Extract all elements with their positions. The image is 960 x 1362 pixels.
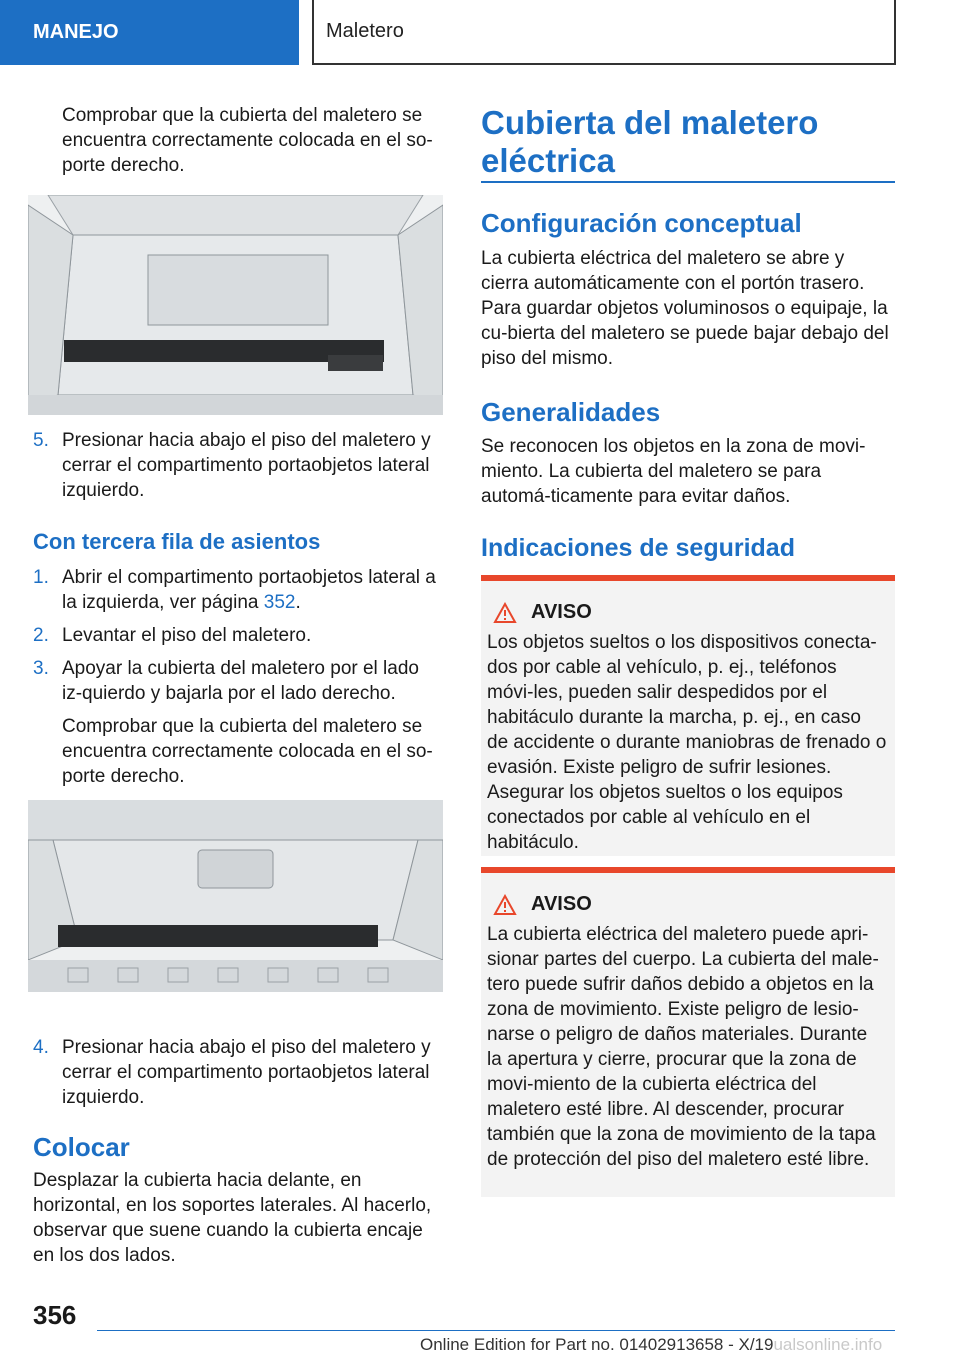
step-number: 4.	[33, 1037, 49, 1058]
third-row-steps	[33, 565, 443, 789]
warning-triangle-icon	[493, 602, 517, 624]
concept-text: La cubierta eléctrica del maletero se abre y cierra automáticamente con el portón trasero. Para guardar objetos voluminosos o equipaje, la cu-bierta del maletero se puede bajar debajo del piso del mismo.	[481, 248, 889, 369]
list-item	[33, 565, 443, 615]
concept-heading: Configuración conceptual	[481, 208, 802, 238]
third-row-heading: Con tercera fila de asientos	[33, 529, 321, 554]
step-5	[33, 428, 443, 503]
list-item	[33, 623, 443, 648]
footer-edition: Online Edition for Part no. 01402913658 - X/19ualsonline.info	[420, 1335, 883, 1354]
warning-box-1	[481, 575, 895, 856]
step-text: Apoyar la cubierta del maletero por el lado iz-quierdo y bajarla por el lado derecho.	[62, 658, 419, 704]
warning-text: La cubierta eléctrica del maletero puede apri-sionar partes del cuerpo. La cubierta del male-tero puede sufrir daños debido a objetos en la zona de movimiento. Existe peligro de lesio-narse o peligro de daños materiales. Durante la apertura y cierre, procurar que la zona de movi-miento de la cubierta eléctrica del maletero esté libre. Al descender, procurar también que la zona de movimiento de la tapa de protección del piso del maletero esté libre.	[487, 924, 879, 1170]
list-item	[33, 656, 443, 706]
page-number: 356	[33, 1300, 77, 1330]
warning-box-2	[481, 867, 895, 1197]
page-link[interactable]: 352	[263, 592, 296, 613]
step-4	[33, 1035, 443, 1110]
warning-title	[493, 893, 887, 916]
safety-heading: Indicaciones de seguridad	[481, 534, 795, 562]
step-number: 5.	[33, 430, 49, 451]
title-rule	[481, 181, 895, 183]
colocar-text: Desplazar la cubierta hacia delante, en horizontal, en los soportes laterales. Al hacerlo, observar que suene cuando la cubierta encaje en los dos lados.	[33, 1170, 432, 1266]
chapter-title: Maletero	[312, 0, 896, 65]
trunk-figure-2	[28, 800, 443, 992]
watermark: ualsonline.info	[773, 1335, 883, 1354]
colocar-heading: Colocar	[33, 1132, 130, 1162]
section-title: Cubierta del maletero eléctrica	[481, 104, 819, 179]
step-number: 3.	[33, 658, 49, 679]
step-number: 1.	[33, 567, 49, 588]
trunk-figure-1	[28, 195, 443, 415]
warning-label: AVISO	[531, 601, 592, 623]
footer-rule	[97, 1330, 895, 1331]
step-number: 2.	[33, 625, 49, 646]
section-tab: MANEJO	[0, 0, 299, 65]
warning-triangle-icon	[493, 894, 517, 916]
intro-check-text: Comprobar que la cubierta del maletero se encuentra correctamente colocada en el so-porte derecho.	[62, 105, 433, 176]
step-text: Levantar el piso del maletero.	[62, 625, 312, 646]
general-heading: Generalidades	[481, 397, 661, 427]
warning-text: Los objetos sueltos o los dispositivos conecta-dos por cable al vehículo, p. ej., teléfonos móvi-les, pueden salir despedidos por el habitáculo durante la marcha, p. ej., en caso de accidente o durante maniobras de frenado o evasión. Existe peligro de sufrir lesiones. Asegurar los objetos sueltos o los equipos conectados por cable al vehículo en el habitáculo.	[487, 632, 887, 853]
step-text: Presionar hacia abajo el piso del maletero y cerrar el compartimento portaobjetos lateral izquierdo.	[62, 430, 431, 501]
warning-label: AVISO	[531, 893, 592, 915]
step-text: Abrir el compartimento portaobjetos lateral a la izquierda, ver página 352.	[62, 567, 436, 613]
step-text: Presionar hacia abajo el piso del maletero y cerrar el compartimento portaobjetos lateral izquierdo.	[62, 1037, 431, 1108]
step3-check-text: Comprobar que la cubierta del maletero se encuentra correctamente colocada en el so-porte derecho.	[62, 716, 433, 787]
warning-title	[493, 601, 887, 624]
general-text: Se reconocen los objetos en la zona de movi-miento. La cubierta del maletero se para automá-ticamente para evitar daños.	[481, 436, 866, 507]
